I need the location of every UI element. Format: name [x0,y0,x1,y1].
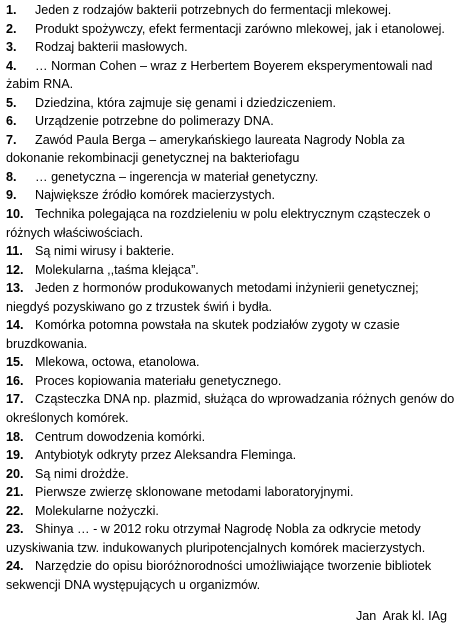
clue-line-continuation: różnych właściwościach. [6,225,144,240]
clue-text [35,428,451,447]
clue-line-continuation: niegdyś pozyskiwano go z trzustek świń i bydła. [6,299,272,314]
clue-number: 15. [6,355,24,370]
clue-line: Technika polegająca na rozdzieleniu w polu elektrycznym cząsteczek o [35,207,431,222]
clue-item [6,520,451,557]
clue-line: Zawód Paula Berga – amerykańskiego laureata Nagrody Nobla za [35,132,405,147]
clue-item [6,131,451,168]
clue-text [35,38,451,57]
clue-line: Cząsteczka DNA np. plazmid, służąca do wprowadzania różnych genów do [35,392,455,407]
clue-number: 11. [6,244,23,259]
clue-number: 9. [6,188,17,203]
clue-item [6,465,451,484]
clue-item [6,557,451,594]
clue-text [35,20,451,39]
clue-number: 18. [6,429,24,444]
clue-number: 5. [6,95,17,110]
clue-number: 14. [6,318,24,333]
clue-line: Jeden z hormonów produkowanych metodami inżynierii genetycznej; [35,281,419,296]
clue-number: 24. [6,559,24,574]
clue-item [6,279,451,316]
clue-line: Komórka potomna powstała na skutek podziałów zygoty w czasie [35,318,400,333]
clue-number: 16. [6,373,24,388]
clue-line-continuation: żabim RNA. [6,77,74,92]
clue-line: Molekularna ,,taśma klejąca”. [35,262,199,277]
clue-line: Molekularne nożyczki. [35,503,159,518]
clue-item [6,316,451,353]
clue-number: 8. [6,169,17,184]
clue-text [35,168,451,187]
clue-number: 7. [6,132,17,147]
clue-line: Są nimi wirusy i bakterie. [35,244,175,259]
clue-item [6,168,451,187]
clue-line-continuation: bruzdkowania. [6,336,88,351]
clue-number: 12. [6,262,24,277]
clue-number: 6. [6,114,17,129]
clue-text [35,1,451,20]
clue-item [6,353,451,372]
clue-line: Centrum dowodzenia komórki. [35,429,206,444]
clue-item [6,483,451,502]
clue-number: 20. [6,466,24,481]
clue-item [6,1,451,20]
clue-text [35,465,451,484]
clue-item [6,112,451,131]
clue-text [35,372,451,391]
clue-line: Rodzaj bakterii masłowych. [35,40,188,55]
clue-item [6,261,451,280]
clue-text [35,94,451,113]
clue-item [6,205,451,242]
clue-line: Jeden z rodzajów bakterii potrzebnych do fermentacji mlekowej. [35,3,392,17]
clue-line: Antybiotyk odkryty przez Aleksandra Fleminga. [35,448,297,463]
clue-text [35,502,451,521]
clue-item [6,38,451,57]
clue-number: 13. [6,281,24,296]
clue-number: 21. [6,485,24,500]
clue-number: 22. [6,503,24,518]
clue-line: Są nimi drożdże. [35,466,129,481]
clue-line-continuation: dokonanie rekombinacji genetycznej na bakteriofagu [6,151,300,166]
author-signature: Jan Arak kl. IAg [356,609,447,623]
clue-text [6,131,451,168]
clue-line-continuation: sekwencji DNA występujących u organizmów. [6,577,261,592]
clue-item [6,186,451,205]
clue-line: Pierwsze zwierzę sklonowane metodami laboratoryjnymi. [35,485,354,500]
clue-text [35,112,451,131]
clue-text [35,186,451,205]
clue-text [6,57,451,94]
clue-line: Produkt spożywczy, efekt fermentacji zarówno mlekowej, jak i etanolowej. [35,21,445,36]
clue-list [6,1,455,595]
clue-item [6,502,451,521]
clue-line: Dziedzina, która zajmuje się genami i dziedziczeniem. [35,95,336,110]
clue-line: Urządzenie potrzebne do polimerazy DNA. [35,114,274,129]
clue-number: 23. [6,522,24,537]
clue-number: 2. [6,21,17,36]
clue-number: 3. [6,40,17,55]
clue-line: Mlekowa, octowa, etanolowa. [35,355,200,370]
clue-text [35,446,451,465]
clue-item [6,446,451,465]
clue-number: 10. [6,207,24,222]
clue-number: 19. [6,448,24,463]
clue-line: Narzędzie do opisu bioróżnorodności umożliwiające tworzenie bibliotek [35,559,432,574]
clue-line-continuation: uzyskiwania tzw. indukowanych pluripotencjalnych komórek macierzystych. [6,540,426,555]
clue-item [6,390,455,427]
clue-text [35,353,451,372]
clue-text [35,242,451,261]
clue-line: Shinya … - w 2012 roku otrzymał Nagrodę Nobla za odkrycie metody [35,522,421,537]
clue-line: … genetyczna – ingerencja w materiał genetyczny. [35,169,319,184]
clue-item [6,372,451,391]
clue-item [6,20,451,39]
clue-item [6,428,451,447]
clue-item [6,94,451,113]
clue-text [35,483,451,502]
clue-line: … Norman Cohen – wraz z Herbertem Boyerem eksperymentowali nad [35,58,433,73]
clue-text [35,261,451,280]
clue-line-continuation: określonych komórek. [6,411,129,426]
clue-line: Proces kopiowania materiału genetycznego. [35,373,282,388]
clue-line: Największe źródło komórek macierzystych. [35,188,276,203]
clue-number: 1. [6,3,17,17]
clue-item [6,242,451,261]
clue-number: 17. [6,392,24,407]
clue-number: 4. [6,58,17,73]
clue-item [6,57,451,94]
